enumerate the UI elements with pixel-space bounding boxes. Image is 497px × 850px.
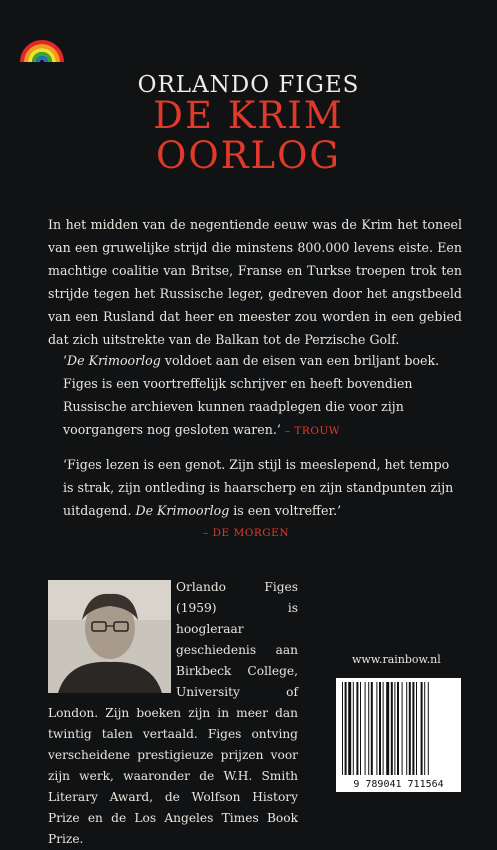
barcode-bar <box>402 682 403 775</box>
barcode-bar <box>342 682 343 775</box>
quote-source: – TROUW <box>284 425 341 437</box>
barcode-bar <box>368 682 369 775</box>
review-quote-trouw <box>63 349 463 443</box>
title-line-2: OORLOG <box>156 134 341 177</box>
quote-book-title: De Krimoorlog <box>67 353 161 368</box>
barcode-bar <box>371 682 373 775</box>
quote-source: – DE MORGEN <box>203 527 290 539</box>
barcode-bar <box>345 682 347 775</box>
publisher-url: www.rainbow.nl <box>352 653 441 666</box>
blurb-text: In het midden van de negentiende eeuw was de Krim het toneel van een gruwelijke strijd die minstens 800.000 levens eiste. Een machtige coalitie van Britse, Franse en Turkse troepen trok ten strijde tegen het Russische leger, gedreven door het angstbeeld van een Rusland dat heer en meester zou worden in een gebied dat zich uitstrekte van de Balkan tot de Perzische Golf. <box>48 217 462 347</box>
barcode-bar <box>383 682 384 775</box>
barcode-bar <box>356 682 358 775</box>
quote-book-title: De Krimoorlog <box>135 503 230 518</box>
barcode-bar <box>391 682 393 775</box>
barcode-bar <box>394 682 395 775</box>
isbn-digits: 9 789041 711564 <box>336 779 461 792</box>
author-name: ORLANDO FIGES <box>137 72 360 98</box>
author-bio <box>48 577 298 850</box>
rainbow-logo-icon <box>18 22 66 62</box>
barcode-bar <box>428 682 429 775</box>
barcode-bar <box>353 682 354 775</box>
review-quote-de-morgen <box>63 453 463 545</box>
barcode-bar <box>416 682 417 775</box>
barcode-bar <box>379 682 381 775</box>
quote-text-end: is een voltreffer.’ <box>229 503 342 518</box>
barcode-bar <box>409 682 411 775</box>
quote-text: ‘Figes lezen is een genot. Zijn stijl is meeslepend, het tempo is strak, zijn ontleding is haarscherp en zijn standpunten zijn uitdagend. <box>63 457 454 518</box>
barcode-bar <box>348 682 351 775</box>
barcode-bar <box>424 682 425 775</box>
quote-text: voldoet aan de eisen van een briljant boek. Figes is een voortreffelijk schrijver en heeft bovendien Russische archieven kunnen raadplegen die voor zijn voorgangers nog gesloten waren.’ <box>63 353 440 437</box>
photo-spacer <box>48 577 176 694</box>
barcode-bar <box>406 682 407 775</box>
barcode <box>336 678 461 779</box>
barcode-bar <box>421 682 423 775</box>
barcode-bar <box>397 682 399 775</box>
barcode-bar <box>376 682 377 775</box>
barcode-bar <box>386 682 389 775</box>
barcode-bar <box>412 682 414 775</box>
title-line-1: DE KRIM <box>153 94 344 137</box>
book-title <box>0 96 497 176</box>
quote-open: ‘ <box>63 353 68 368</box>
barcode-bar <box>360 682 361 775</box>
barcode-bar <box>365 682 366 775</box>
bio-text: Orlando Figes (1959) is hoogleraar geschiedenis aan Birkbeck College, University of London. Zijn boeken zijn in meer dan twintig talen vertaald. Figes ontving verscheidene prestigieuze prijzen voor zijn werk, waaronder de W.H. Smith Literary Award, de Wolfson History Prize en de Los Angeles Times Book Prize. <box>48 580 298 846</box>
